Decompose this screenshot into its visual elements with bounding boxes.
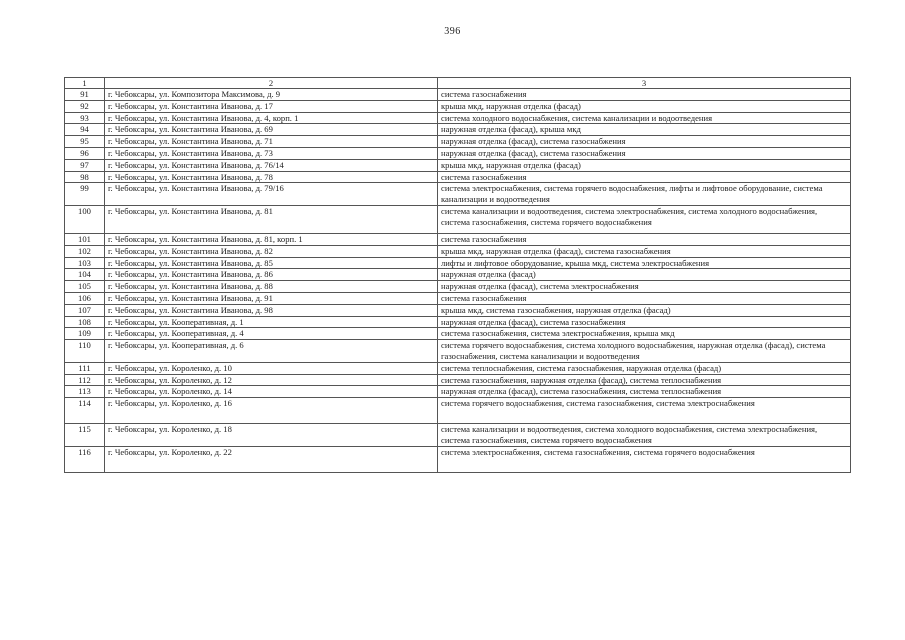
row-number: 94 <box>65 124 105 136</box>
column-header-1: 1 <box>65 78 105 89</box>
row-number: 102 <box>65 245 105 257</box>
row-systems: система горячего водоснабжения, система газоснабжения, система электроснабжения <box>438 398 851 424</box>
table-row <box>65 89 851 101</box>
row-number: 111 <box>65 362 105 374</box>
row-address: г. Чебоксары, ул. Константина Иванова, д. 81 <box>105 205 438 233</box>
table-row <box>65 424 851 447</box>
row-number: 108 <box>65 316 105 328</box>
table-row <box>65 171 851 183</box>
row-address: г. Чебоксары, ул. Кооперативная, д. 1 <box>105 316 438 328</box>
row-address: г. Чебоксары, ул. Константина Иванова, д. 69 <box>105 124 438 136</box>
table-row <box>65 340 851 363</box>
row-systems: система электроснабжения, система газоснабжения, система горячего водоснабжения <box>438 446 851 472</box>
row-number: 105 <box>65 281 105 293</box>
table-row <box>65 281 851 293</box>
row-address: г. Чебоксары, ул. Константина Иванова, д. 91 <box>105 292 438 304</box>
table-row <box>65 304 851 316</box>
row-number: 103 <box>65 257 105 269</box>
row-address: г. Чебоксары, ул. Константина Иванова, д. 17 <box>105 100 438 112</box>
row-number: 101 <box>65 233 105 245</box>
row-systems: система газоснабжения <box>438 292 851 304</box>
row-number: 113 <box>65 386 105 398</box>
table-row <box>65 112 851 124</box>
table-row <box>65 159 851 171</box>
table-row <box>65 398 851 424</box>
table-row <box>65 245 851 257</box>
row-address: г. Чебоксары, ул. Константина Иванова, д. 76/14 <box>105 159 438 171</box>
row-address: г. Чебоксары, ул. Короленко, д. 22 <box>105 446 438 472</box>
row-address: г. Чебоксары, ул. Короленко, д. 12 <box>105 374 438 386</box>
row-systems: наружная отделка (фасад), система газоснабжения <box>438 316 851 328</box>
row-number: 104 <box>65 269 105 281</box>
row-systems: крыша мкд, система газоснабжения, наружная отделка (фасад) <box>438 304 851 316</box>
table-row <box>65 183 851 206</box>
table-row <box>65 316 851 328</box>
row-address: г. Чебоксары, ул. Кооперативная, д. 4 <box>105 328 438 340</box>
row-address: г. Чебоксары, ул. Константина Иванова, д. 71 <box>105 136 438 148</box>
table-row <box>65 233 851 245</box>
registry-table <box>64 77 851 473</box>
column-header-2: 2 <box>105 78 438 89</box>
row-systems: наружная отделка (фасад), система газоснабжения <box>438 136 851 148</box>
row-number: 97 <box>65 159 105 171</box>
row-systems: крыша мкд, наружная отделка (фасад), система газоснабжения <box>438 245 851 257</box>
row-number: 106 <box>65 292 105 304</box>
row-address: г. Чебоксары, ул. Кооперативная, д. 6 <box>105 340 438 363</box>
row-address: г. Чебоксары, ул. Константина Иванова, д. 73 <box>105 147 438 159</box>
row-address: г. Чебоксары, ул. Константина Иванова, д. 78 <box>105 171 438 183</box>
table-row <box>65 362 851 374</box>
row-systems: крыша мкд, наружная отделка (фасад) <box>438 159 851 171</box>
row-number: 115 <box>65 424 105 447</box>
row-systems: наружная отделка (фасад), крыша мкд <box>438 124 851 136</box>
table-row <box>65 124 851 136</box>
row-systems: система горячего водоснабжения, система холодного водоснабжения, наружная отделка (фасад), система газоснабжения, система канализации и водоотведения <box>438 340 851 363</box>
table-row <box>65 257 851 269</box>
row-address: г. Чебоксары, ул. Константина Иванова, д. 88 <box>105 281 438 293</box>
table-row <box>65 269 851 281</box>
row-systems: система теплоснабжения, система газоснабжения, наружная отделка (фасад) <box>438 362 851 374</box>
table-row <box>65 292 851 304</box>
row-number: 116 <box>65 446 105 472</box>
row-systems: наружная отделка (фасад), система газоснабжения, система теплоснабжения <box>438 386 851 398</box>
row-systems: наружная отделка (фасад), система электроснабжения <box>438 281 851 293</box>
table-row <box>65 374 851 386</box>
row-address: г. Чебоксары, ул. Константина Иванова, д. 82 <box>105 245 438 257</box>
row-systems: система газоснабжения, наружная отделка (фасад), система теплоснабжения <box>438 374 851 386</box>
row-number: 99 <box>65 183 105 206</box>
table-row <box>65 328 851 340</box>
header-row <box>65 78 851 89</box>
row-number: 98 <box>65 171 105 183</box>
row-address: г. Чебоксары, ул. Короленко, д. 18 <box>105 424 438 447</box>
table-row <box>65 147 851 159</box>
row-systems: система газоснабжения, система электроснабжения, крыша мкд <box>438 328 851 340</box>
row-number: 114 <box>65 398 105 424</box>
column-header-3: 3 <box>438 78 851 89</box>
row-number: 92 <box>65 100 105 112</box>
row-address: г. Чебоксары, ул. Короленко, д. 14 <box>105 386 438 398</box>
row-systems: система газоснабжения <box>438 233 851 245</box>
row-systems: система холодного водоснабжения, система канализации и водоотведения <box>438 112 851 124</box>
row-number: 107 <box>65 304 105 316</box>
row-systems: система газоснабжения <box>438 171 851 183</box>
table-row <box>65 386 851 398</box>
row-number: 100 <box>65 205 105 233</box>
row-systems: крыша мкд, наружная отделка (фасад) <box>438 100 851 112</box>
row-address: г. Чебоксары, ул. Константина Иванова, д. 85 <box>105 257 438 269</box>
row-number: 91 <box>65 89 105 101</box>
row-systems: наружная отделка (фасад), система газоснабжения <box>438 147 851 159</box>
row-address: г. Чебоксары, ул. Короленко, д. 10 <box>105 362 438 374</box>
row-address: г. Чебоксары, ул. Композитора Максимова, д. 9 <box>105 89 438 101</box>
row-number: 96 <box>65 147 105 159</box>
row-systems: система газоснабжения <box>438 89 851 101</box>
row-number: 110 <box>65 340 105 363</box>
row-address: г. Чебоксары, ул. Константина Иванова, д. 98 <box>105 304 438 316</box>
row-number: 112 <box>65 374 105 386</box>
table-row <box>65 446 851 472</box>
row-systems: система электроснабжения, система горячего водоснабжения, лифты и лифтовое оборудование, система канализации и водоотведения <box>438 183 851 206</box>
row-address: г. Чебоксары, ул. Константина Иванова, д. 86 <box>105 269 438 281</box>
row-systems: наружная отделка (фасад) <box>438 269 851 281</box>
row-systems: система канализации и водоотведения, система электроснабжения, система холодного водоснабжения, система газоснабжения, система горячего водоснабжения <box>438 205 851 233</box>
row-systems: система канализации и водоотведения, система холодного водоснабжения, система электроснабжения, система газоснабжения, система горячего водоснабжения <box>438 424 851 447</box>
row-address: г. Чебоксары, ул. Константина Иванова, д. 81, корп. 1 <box>105 233 438 245</box>
row-address: г. Чебоксары, ул. Короленко, д. 16 <box>105 398 438 424</box>
row-address: г. Чебоксары, ул. Константина Иванова, д. 79/16 <box>105 183 438 206</box>
table-row <box>65 136 851 148</box>
row-number: 109 <box>65 328 105 340</box>
page-number: 396 <box>444 26 461 37</box>
row-number: 93 <box>65 112 105 124</box>
row-number: 95 <box>65 136 105 148</box>
row-systems: лифты и лифтовое оборудование, крыша мкд, система электроснабжения <box>438 257 851 269</box>
row-address: г. Чебоксары, ул. Константина Иванова, д. 4, корп. 1 <box>105 112 438 124</box>
table-row <box>65 100 851 112</box>
table-row <box>65 205 851 233</box>
